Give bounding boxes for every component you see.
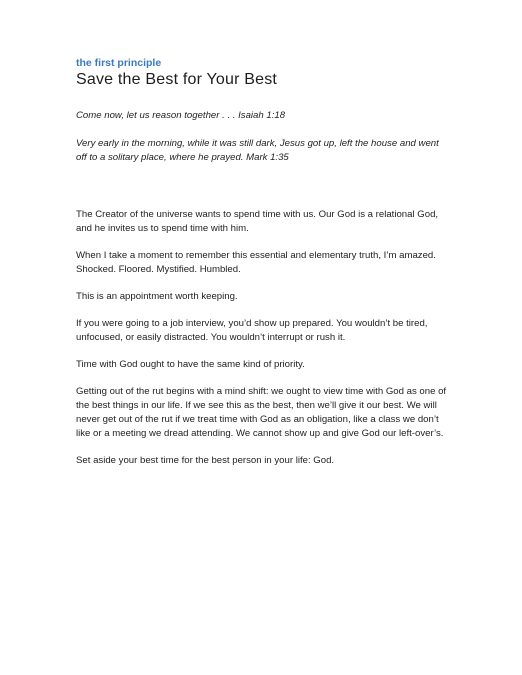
body-paragraph: Getting out of the rut begins with a mind shift: we ought to view time with God as one of the best things in our life. If we see this as the best, then we’ll give it our best. We will never get out of the rut if we treat time with God as an obligation, like a class we don’t like or a meeting we dread attending. We cannot show up and give God our left-over’s. bbox=[76, 386, 447, 439]
page-content bbox=[76, 57, 448, 468]
chapter-title: Save the Best for Your Best bbox=[76, 71, 278, 88]
body-paragraph: If you were going to a job interview, you’d show up prepared. You wouldn’t be tired, unfocused, or easily distracted. You wouldn’t interrupt or rush it. bbox=[76, 318, 428, 343]
body-paragraph: The Creator of the universe wants to spend time with us. Our God is a relational God, and he invites us to spend time with him. bbox=[76, 209, 439, 234]
epigraph-isaiah: Come now, let us reason together . . . Isaiah 1:18 bbox=[76, 110, 286, 121]
epigraph-mark: Very early in the morning, while it was still dark, Jesus got up, left the house and went off to a solitary place, where he prayed. Mark 1:35 bbox=[76, 138, 439, 163]
body-paragraph: This is an appointment worth keeping. bbox=[76, 291, 238, 302]
body-paragraph: Set aside your best time for the best person in your life: God. bbox=[76, 455, 335, 466]
body-paragraph: Time with God ought to have the same kind of priority. bbox=[76, 359, 305, 370]
body-paragraph: When I take a moment to remember this essential and elementary truth, I’m amazed. Shocked. Floored. Mystified. Humbled. bbox=[76, 250, 436, 275]
chapter-kicker: the first principle bbox=[76, 57, 162, 69]
